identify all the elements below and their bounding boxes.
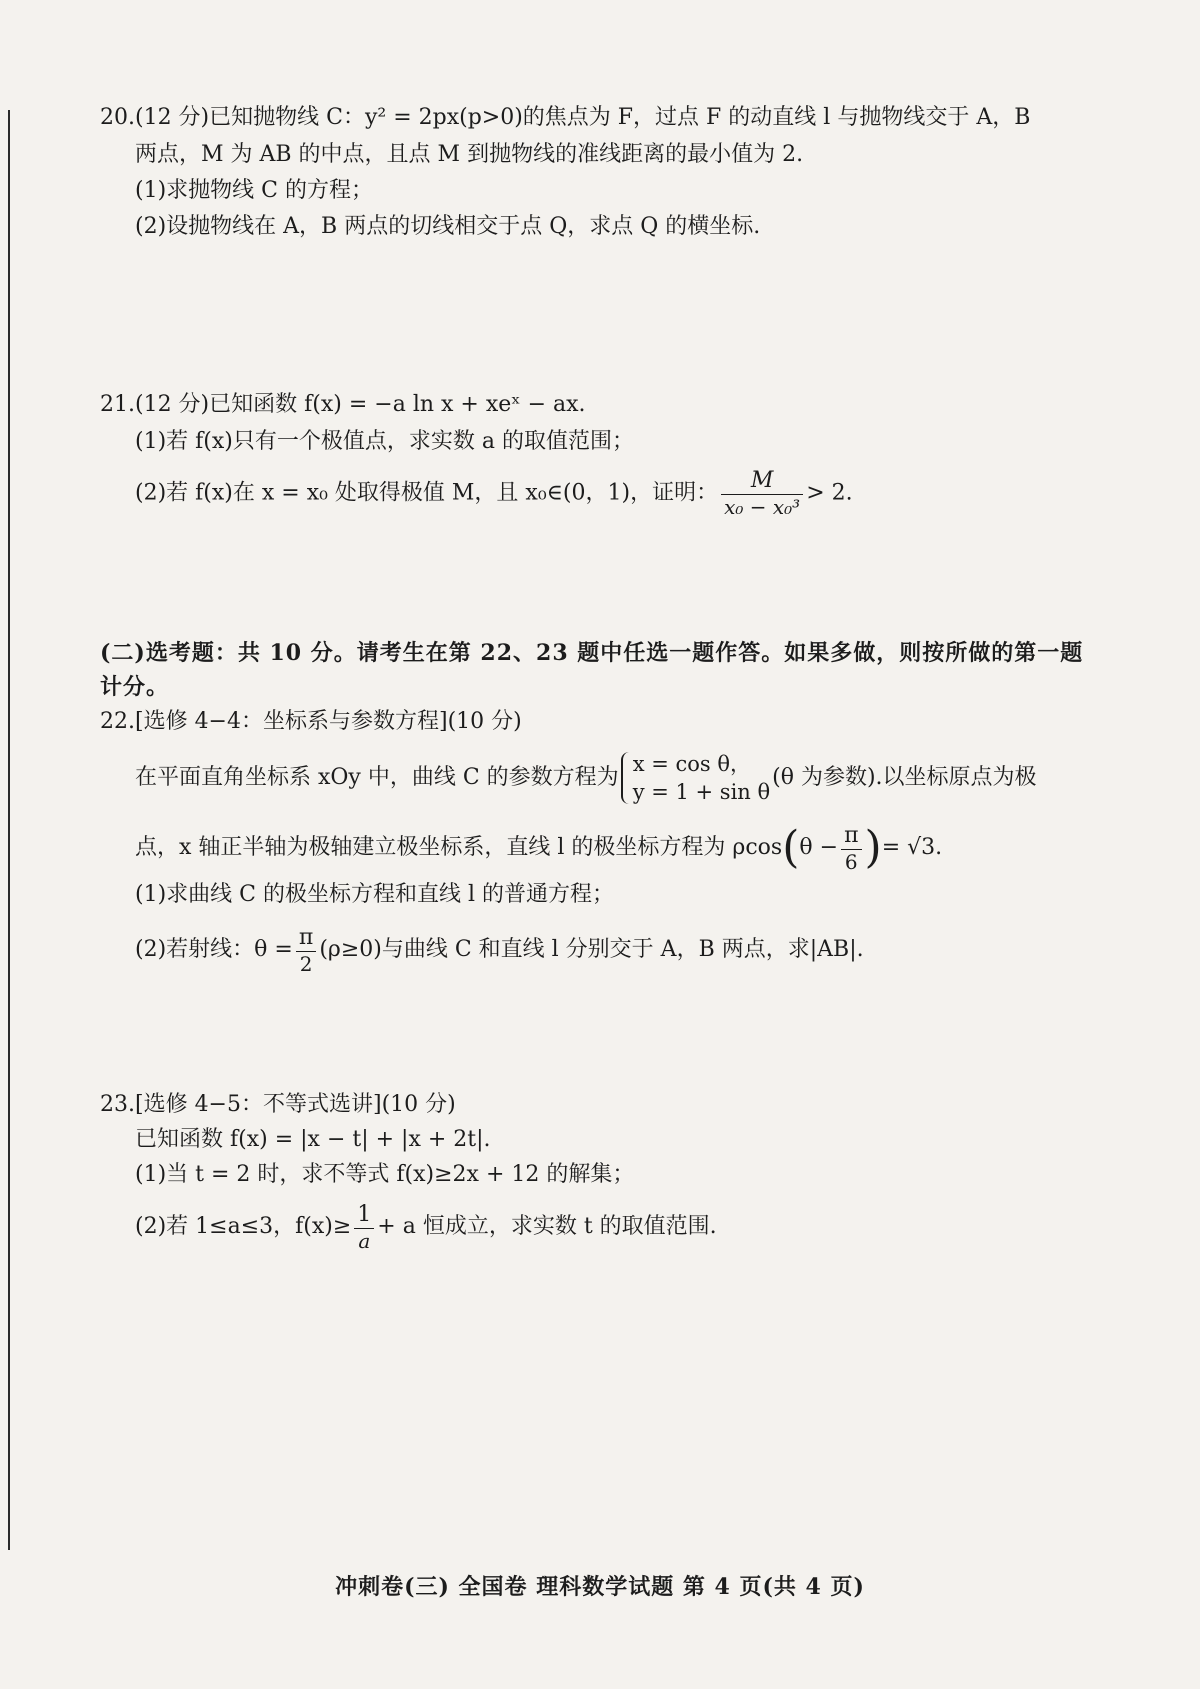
- q23-fraction: [354, 1201, 374, 1253]
- q23-part2-pre: (2)若 1≤a≤3，f(x)≥: [135, 1214, 352, 1239]
- q21-part2: [135, 470, 1140, 517]
- q21-part2-post: > 2.: [806, 480, 853, 506]
- q23-frac-den: a: [358, 1228, 371, 1253]
- q23-head: 23.[选修 4−5：不等式选讲](10 分): [100, 1092, 456, 1117]
- q22-line2: [135, 820, 1140, 876]
- q22-pi-num: π: [841, 825, 861, 850]
- q23-part2-post: + a 恒成立，求实数 t 的取值范围.: [377, 1214, 717, 1239]
- q21-head: 21.(12 分)已知函数 f(x) = −a ln x + xeˣ − ax.: [100, 392, 586, 417]
- q22-part1: (1)求曲线 C 的极坐标方程和直线 l 的普通方程；: [135, 882, 615, 907]
- q22-intro: [135, 748, 1140, 808]
- q20-part1: (1)求抛物线 C 的方程；: [135, 178, 373, 203]
- q22-sys-y: y = 1 + sin θ: [632, 780, 771, 804]
- q21-part2-pre: (2)若 f(x)在 x = x₀ 处取得极值 M，且 x₀∈(0，1)，证明：: [135, 480, 719, 506]
- q22-line2-post: = √3.: [881, 835, 943, 860]
- q22-paren-close: ): [864, 822, 882, 873]
- q22-intro-pre: 在平面直角坐标系 xOy 中，曲线 C 的参数方程为: [135, 765, 619, 790]
- q22-pi-over-6: [841, 822, 861, 874]
- q21-part1: (1)若 f(x)只有一个极值点，求实数 a 的取值范围；: [135, 429, 634, 454]
- q22-intro-post: (θ 为参数).以坐标原点为极: [772, 765, 1037, 790]
- q22-pi-den2: 2: [299, 951, 313, 976]
- q22-pi-den6: 6: [844, 849, 858, 874]
- q21-fraction: [721, 470, 803, 517]
- q22-param-system: [621, 750, 770, 806]
- section2-line1: (二)选考题：共 10 分。请考生在第 22、23 题中任选一题作答。如果多做，则按所做的第一题: [100, 640, 1084, 666]
- q22-part2-pre: (2)若射线：θ =: [135, 937, 293, 962]
- q22-pi-over-2: [296, 924, 316, 976]
- q23-func: 已知函数 f(x) = |x − t| + |x + 2t|.: [135, 1127, 491, 1152]
- q20-head: 20.(12 分)已知抛物线 C：y² = 2px(p>0)的焦点为 F，过点 F 的动直线 l 与抛物线交于 A，B: [100, 105, 1031, 130]
- section2-line2: 计分。: [100, 674, 170, 700]
- q20-part2: (2)设抛物线在 A，B 两点的切线相交于点 Q，求点 Q 的横坐标.: [135, 214, 761, 239]
- q22-head: 22.[选修 4−4：坐标系与参数方程](10 分): [100, 709, 522, 734]
- q23-frac-num: 1: [354, 1204, 374, 1229]
- q22-pi-num2: π: [296, 927, 316, 952]
- q20-line2: 两点，M 为 AB 的中点，且点 M 到抛物线的准线距离的最小值为 2.: [135, 142, 804, 167]
- q22-theta-minus: θ −: [799, 835, 839, 860]
- q23-part2: [135, 1202, 1140, 1252]
- q22-paren-open: (: [782, 822, 800, 873]
- q22-sys-x: x = cos θ，: [632, 752, 751, 776]
- q23-part1: (1)当 t = 2 时，求不等式 f(x)≥2x + 12 的解集；: [135, 1162, 635, 1187]
- q22-line2-pre: 点，x 轴正半轴为极轴建立极坐标系，直线 l 的极坐标方程为 ρcos: [135, 835, 783, 860]
- q22-part2-post: (ρ≥0)与曲线 C 和直线 l 分别交于 A，B 两点，求|AB|.: [319, 937, 864, 962]
- q21-frac-den: x₀ − x₀³: [724, 495, 801, 519]
- page-footer: 冲刺卷(三) 全国卷 理科数学试题 第 4 页(共 4 页): [335, 1574, 865, 1600]
- q22-part2: [135, 925, 1140, 975]
- q21-frac-num: M: [721, 470, 803, 495]
